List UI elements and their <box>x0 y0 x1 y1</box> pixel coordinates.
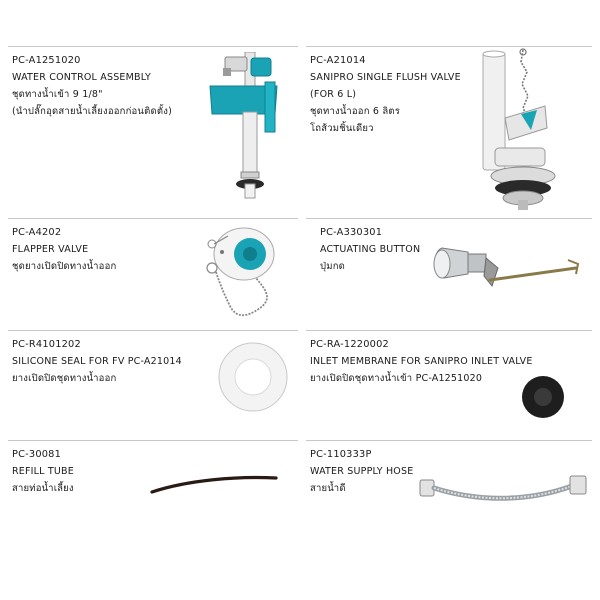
silicone-seal-image <box>216 340 290 414</box>
product-name: WATER CONTROL ASSEMBLY <box>12 72 151 83</box>
product-thai-desc: สายท่อน้ำเลี้ยง <box>12 483 74 494</box>
product-thai-desc: ยางเปิดปิดชุดทางน้ำออก <box>12 373 117 384</box>
divider-row-4-right <box>306 440 592 441</box>
product-code: PC-110333P <box>310 449 372 460</box>
product-code: PC-RA-1220002 <box>310 339 389 350</box>
flapper-valve-image <box>198 222 293 322</box>
product-silicone-seal <box>12 336 182 387</box>
product-thai-desc: ชุดทางน้ำเข้า 9 1/8" <box>12 89 103 100</box>
refill-tube-image <box>148 468 280 498</box>
product-name-volume: (FOR 6 L) <box>310 89 357 100</box>
product-water-control-assembly <box>12 52 172 120</box>
product-single-flush-valve <box>310 52 461 137</box>
product-refill-tube <box>12 446 74 497</box>
product-name: FLAPPER VALVE <box>12 244 89 255</box>
product-name: SILICONE SEAL FOR FV PC-A21014 <box>12 356 182 367</box>
product-code: PC-A330301 <box>320 227 383 238</box>
product-thai-desc: ยางเปิดปิดชุดทางน้ำเข้า PC-A1251020 <box>310 373 483 384</box>
product-code: PC-30081 <box>12 449 62 460</box>
product-code: PC-A1251020 <box>12 55 81 66</box>
product-thai-desc: ชุดยางเปิดปิดทางน้ำออก <box>12 261 117 272</box>
product-actuating-button <box>320 224 420 275</box>
product-name: SANIPRO SINGLE FLUSH VALVE <box>310 72 461 83</box>
divider-row-1 <box>8 46 298 47</box>
product-code: PC-R4101202 <box>12 339 81 350</box>
product-thai-desc: สายน้ำดี <box>310 483 346 494</box>
water-supply-hose-image <box>418 472 592 512</box>
divider-row-4 <box>8 440 298 441</box>
product-thai-desc: ชุดทางน้ำออก 6 ลิตร <box>310 106 401 117</box>
product-name: REFILL TUBE <box>12 466 74 477</box>
product-code: PC-A4202 <box>12 227 62 238</box>
single-flush-valve-image <box>475 48 575 213</box>
divider-row-1-right <box>306 46 592 47</box>
divider-row-3-right <box>306 330 592 331</box>
product-water-supply-hose <box>310 446 413 497</box>
inlet-membrane-image <box>520 374 566 420</box>
product-thai-note: โถส้วมชิ้นเดียว <box>310 123 374 134</box>
product-name: WATER SUPPLY HOSE <box>310 466 414 477</box>
divider-row-2-right <box>306 218 592 219</box>
product-inlet-membrane <box>310 336 533 387</box>
divider-row-2 <box>8 218 298 219</box>
product-name: INLET MEMBRANE FOR SANIPRO INLET VALVE <box>310 356 533 367</box>
product-flapper-valve <box>12 224 116 275</box>
product-code: PC-A21014 <box>310 55 366 66</box>
product-thai-note: (นำปลั๊กอุดสายน้ำเลี้ยงออกก่อนติดตั้ง) <box>12 106 172 117</box>
product-name: ACTUATING BUTTON <box>320 244 421 255</box>
product-thai-desc: ปุ่มกด <box>320 261 346 272</box>
divider-row-3 <box>8 330 298 331</box>
actuating-button-image <box>428 240 588 300</box>
water-control-assembly-image <box>205 52 295 202</box>
